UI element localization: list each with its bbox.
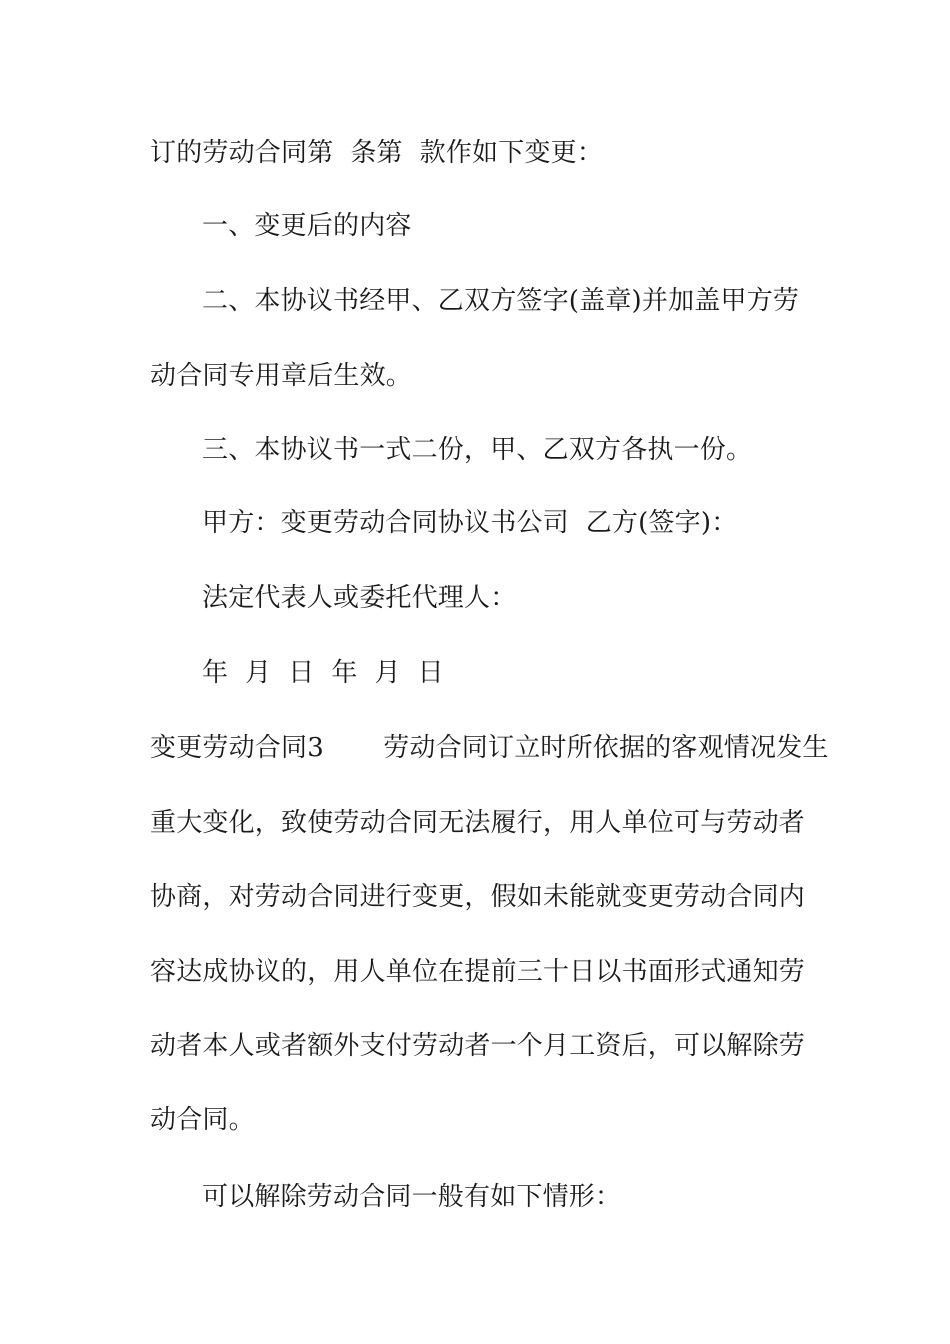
paragraph-line: 动合同专用章后生效。 <box>150 361 413 391</box>
paragraph-line: 动者本人或者额外支付劳动者一个月工资后，可以解除劳 <box>150 1031 806 1061</box>
paragraph-line: 协商，对劳动合同进行变更，假如未能就变更劳动合同内 <box>150 882 806 912</box>
legal-representative: 法定代表人或委托代理人： <box>202 583 517 613</box>
section-heading-2: 二、本协议书经甲、乙双方签字(盖章)并加盖甲方劳 <box>202 286 800 316</box>
paragraph-line: 容达成协议的，用人单位在提前三十日以书面形式通知劳 <box>150 957 806 987</box>
signature-dates: 年 月 日 年 月 日 <box>202 658 444 688</box>
paragraph-line: 订的劳动合同第 条第 款作如下变更： <box>150 138 604 168</box>
section-title-line: 变更劳动合同3 劳动合同订立时所依据的客观情况发生 <box>150 733 829 763</box>
signature-parties: 甲方：变更劳动合同协议书公司 乙方(签字)： <box>202 508 738 538</box>
section-heading-3: 三、本协议书一式二份，甲、乙双方各执一份。 <box>202 435 753 465</box>
paragraph-line: 动合同。 <box>150 1105 255 1135</box>
paragraph-line: 重大变化，致使劳动合同无法履行，用人单位可与劳动者 <box>150 808 806 838</box>
paragraph-line: 可以解除劳动合同一般有如下情形： <box>202 1182 622 1212</box>
section-heading-1: 一、变更后的内容 <box>202 211 412 241</box>
